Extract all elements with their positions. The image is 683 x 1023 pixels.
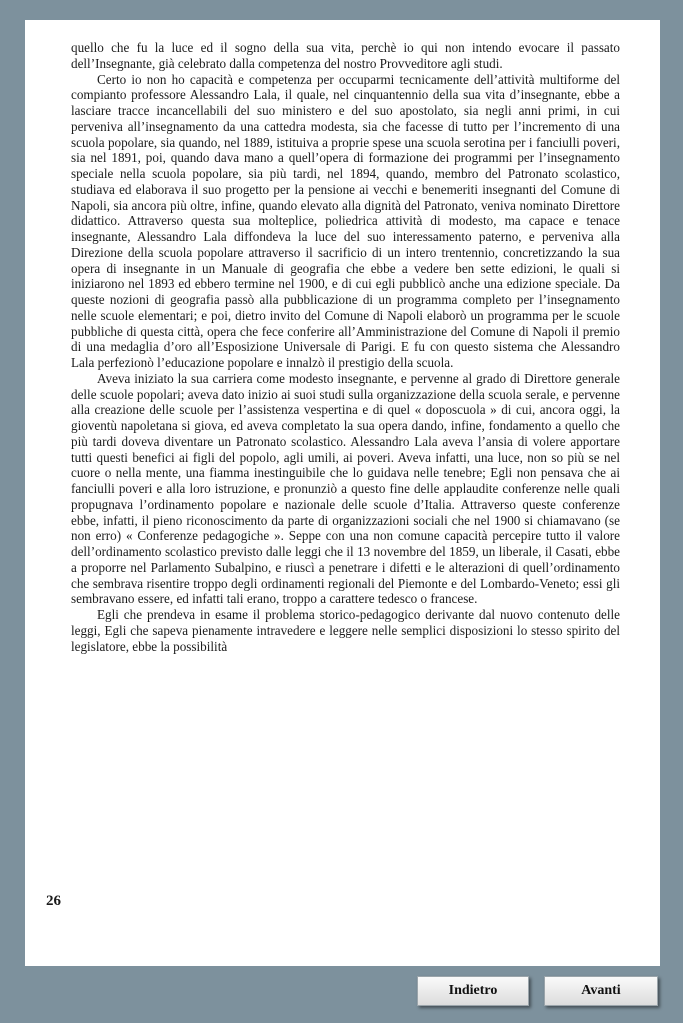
page-number: 26 [46, 893, 61, 909]
next-button[interactable]: Avanti [544, 976, 658, 1006]
paragraph-3: Aveva iniziato la sua carriera come modesto insegnante, e pervenne al grado di Direttore generale delle scuole popolari; aveva dato inizio ai suoi studi sulla organizzazione della scuola serale, e pervenne alla creazione delle scuole per l’assistenza vespertina e di quel « doposcuola » di cui, ancora oggi, la gioventù napoletana si giova, ed aveva completato la sua opera dando, infine, fondamento a quello che più tardi doveva diventare un Patronato scolastico. Alessandro Lala aveva l’ansia di volere apportare tutti questi benefici ai figli del popolo, agli umili, ai poveri. Aveva infatti, una luce, non so più se nel cuore o nella mente, una fiamma inestinguibile che lo guidava nelle tenebre; Egli non pensava che ai fanciulli poveri e alla loro istruzione, e pronunziò a questo fine delle applaudite conferenze nelle quali propugnava l’ordinamento popolare e nazionale delle scuole d’Italia. Attraverso queste conferenze ebbe, infatti, il pieno riconoscimento da parte di organizzazioni sociali che nel 1900 si chiamavano (se non erro) « Conferenze pedagogiche ». Seppe con una non comune capacità percepire tutto il valore dell’ordinamento scolastico previsto dalle leggi che il 13 novembre del 1859, un liberale, il Casati, ebbe a proporre nel Parlamento Subalpino, e riuscì a penetrare i difetti e le alterazioni di quell’ordinamento che sembrava risentire troppo degli ordinamenti regionali del Piemonte e del Lombardo-Veneto; essi gli sembravano essere, ed infatti tali erano, troppo a carattere tedesco o francese. [71, 370, 620, 607]
paragraph-2: Certo io non ho capacità e competenza per occuparmi tecnicamente dell’attività multiforme del compianto professore Alessandro Lala, il quale, nel cinquantennio della sua vita d’insegnante, ebbe a lasciare tracce incancellabili del suo ministero e del suo apostolato, sia negli anni primi, in cui perveniva all’insegnamento da una cattedra modesta, sia che facesse di tutto per l’incremento di una scuola popolare, sia quando, nel 1889, istituiva a proprie spese una scuola serotina per i fanciulli poveri, sia nel 1891, poi, quando dava mano a quell’opera di formazione dei programmi per l’insegnamento speciale nella scuola popolare, sia più tardi, nel 1894, quando, membro del Patronato scolastico, studiava ed elaborava il suo progetto per la pensione ai vecchi e benemeriti insegnanti del Comune di Napoli, sia ancora più oltre, infine, quando elevato alla dignità del Patronato, veniva nominato Direttore didattico. Attraverso questa sua molteplice, poliedrica attività di modesto, ma capace e tenace insegnante, Alessandro Lala diffondeva la luce del suo interessamento paterno, e perveniva alla Direzione della scuola popolare attraverso il sacrificio di un intero trentennio, concretizzando la sua opera di insegnante in un Manuale di geografia che ebbe a vedere ben sette edizioni, le quali si iniziarono nel 1893 ed ebbero termine nel 1900, e di cui egli pubblicò anche una edizione speciale. Da queste nozioni di geografia passò alla pubblicazione di un programma completo per l’insegnamento nelle scuole elementari; e poi, dietro invito del Comune di Napoli elaborò un programma per le scuole pubbliche di questa città, opera che fece conferire all’Amministrazione del Comune di Napoli il premio di una medaglia d’oro all’Esposizione Universale di Parigi. E fu con questo sistema che Alessandro Lala perfezionò l’educazione popolare e innalzò il prestigio della scuola. [71, 71, 620, 370]
paragraph-4: Egli che prendeva in esame il problema storico-pedagogico derivante dal nuovo contenuto delle leggi, Egli che sapeva pienamente intravedere e leggere nelle semplici disposizioni lo stesso spirito del legislatore, ebbe la possibilità [71, 607, 620, 654]
page-text [71, 40, 620, 654]
back-button[interactable]: Indietro [417, 976, 529, 1006]
paragraph-1: quello che fu la luce ed il sogno della sua vita, perchè io qui non intendo evocare il passato dell’Insegnante, già celebrato dalla competenza del nostro Provveditore agli studi. [71, 40, 620, 71]
book-page [25, 20, 660, 966]
